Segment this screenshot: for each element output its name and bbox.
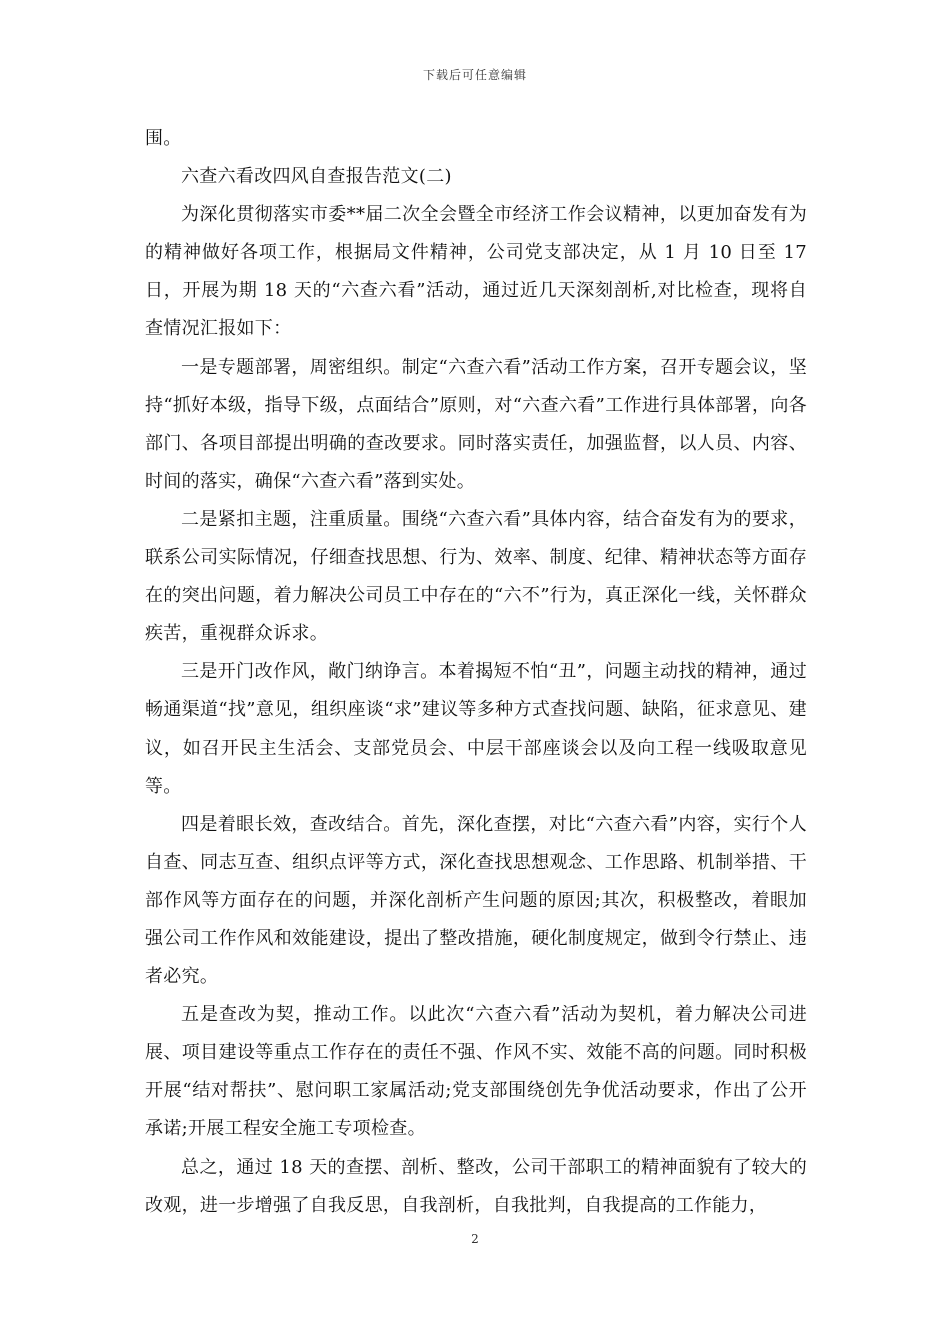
paragraph-point-3: 三是开门改作风，敞门纳诤言。本着揭短不怕“丑”，问题主动找的精神，通过畅通渠道“找”意见，组织座谈“求”建议等多种方式查找问题、缺陷，征求意见、建议，如召开民主生活会、支部党员会、中层干部座谈会以及向工程一线吸取意见等。 (145, 661, 807, 797)
document-body (145, 120, 807, 1225)
page-number: 2 (471, 1232, 479, 1246)
paragraph-point-4: 四是着眼长效，查改结合。首先，深化查摆，对比“六查六看”内容，实行个人自查、同志互查、组织点评等方式，深化查找思想观念、工作思路、机制举措、干部作风等方面存在的问题，并深化剖析产生问题的原因;其次，积极整改，着眼加强公司工作作风和效能建设，提出了整改措施，硬化制度规定，做到令行禁止、违者必究。 (145, 813, 807, 988)
paragraph-continuation: 围。 (145, 128, 182, 149)
paragraph-summary: 总之，通过 18 天的查摆、剖析、整改，公司干部职工的精神面貌有了较大的改观，进一步增强了自我反思，自我剖析，自我批判，自我提高的工作能力， (145, 1156, 807, 1216)
paragraph-intro: 为深化贯彻落实市委**届二次全会暨全市经济工作会议精神，以更加奋发有为的精神做好各项工作，根据局文件精神，公司党支部决定，从 1 月 10 日至 17 日，开展为期 18 天的“六查六看”活动，通过近几天深刻剖析,对比检查，现将自查情况汇报如下： (145, 204, 807, 340)
paragraph-point-1: 一是专题部署，周密组织。制定“六查六看”活动工作方案，召开专题会议，坚持“抓好本级，指导下级，点面结合”原则，对“六查六看”工作进行具体部署，向各部门、各项目部提出明确的查改要求。同时落实责任，加强监督，以人员、内容、时间的落实，确保“六查六看”落到实处。 (145, 356, 807, 492)
paragraph-point-5: 五是查改为契，推动工作。以此次“六查六看”活动为契机，着力解决公司进展、项目建设等重点工作存在的责任不强、作风不实、效能不高的问题。同时积极开展“结对帮扶”、慰问职工家属活动;党支部围绕创先争优活动要求，作出了公开承诺;开展工程安全施工专项检查。 (145, 1004, 807, 1140)
section-title: 六查六看改四风自查报告范文(二) (181, 166, 452, 188)
page-header: 下载后可任意编辑 (422, 68, 527, 82)
paragraph-point-2: 二是紧扣主题，注重质量。围绕“六查六看”具体内容，结合奋发有为的要求，联系公司实际情况，仔细查找思想、行为、效率、制度、纪律、精神状态等方面存在的突出问题，着力解决公司员工中存在的“六不”行为，真正深化一线，关怀群众疾苦，重视群众诉求。 (145, 508, 807, 645)
